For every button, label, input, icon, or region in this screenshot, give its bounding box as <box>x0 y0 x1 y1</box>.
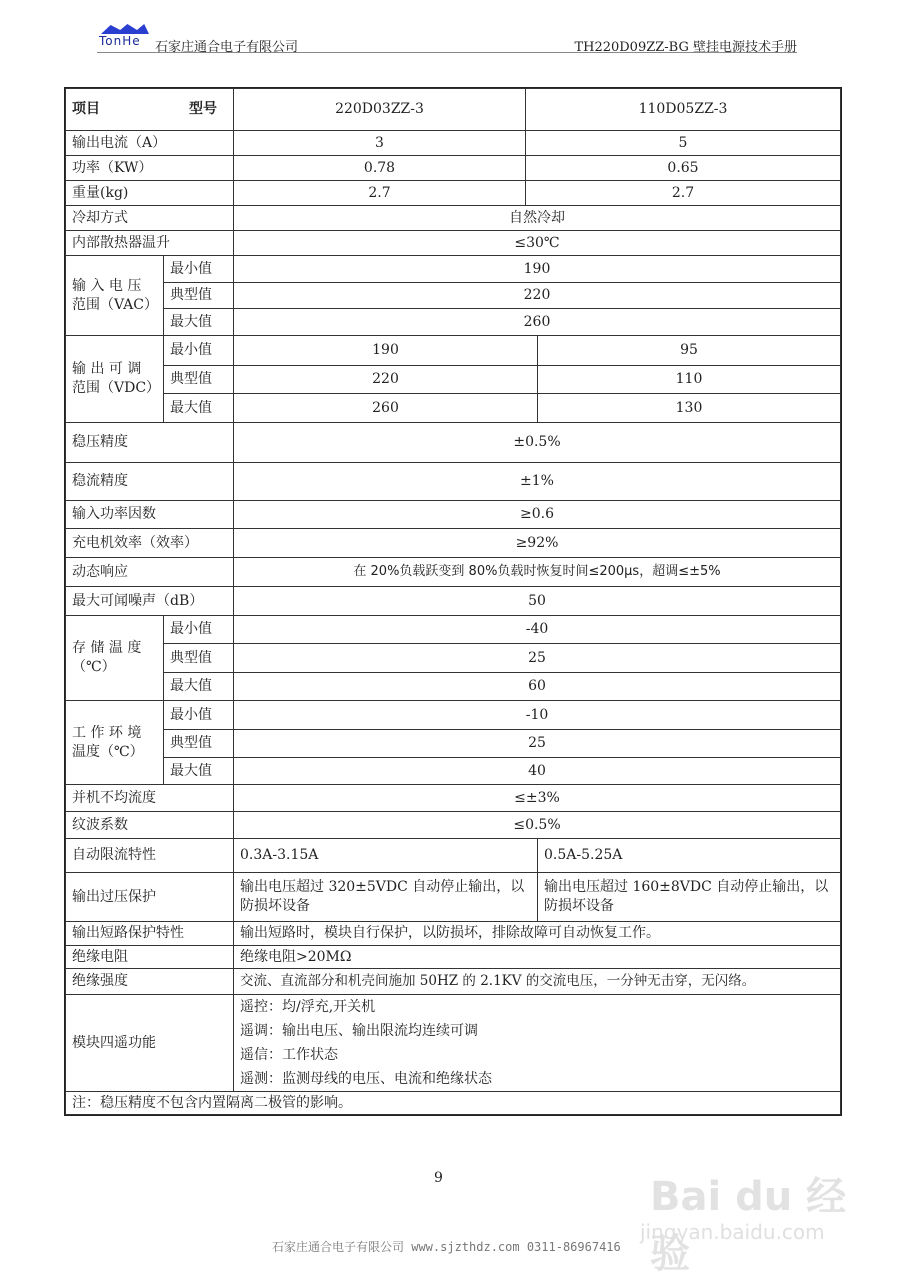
row-label: 输出短路保护特性 <box>66 922 234 946</box>
table-row <box>66 839 841 873</box>
table-row <box>66 156 841 181</box>
page-footer: 石家庄通合电子有限公司 www.sjzthdz.com 0311-86967416 <box>272 1240 621 1254</box>
sub-label: 典型值 <box>164 644 234 673</box>
row-label: 充电机效率（效率） <box>66 529 234 558</box>
row-label: 绝缘强度 <box>66 969 234 995</box>
sub-label: 最小值 <box>164 256 234 283</box>
row-label: 重量(kg) <box>66 181 234 206</box>
baidu-watermark <box>640 1145 860 1277</box>
table-row <box>66 558 841 587</box>
cell: -10 <box>234 701 841 730</box>
row-label: 输入功率因数 <box>66 501 234 529</box>
table-row <box>66 587 841 616</box>
row-label: 内部散热器温升 <box>66 231 234 256</box>
sub-label: 最小值 <box>164 616 234 644</box>
cell: -40 <box>234 616 841 644</box>
cell: 190 <box>234 256 841 283</box>
table-row <box>66 701 841 730</box>
manual-title: TH220D09ZZ-BG 壁挂电源技术手册 <box>574 40 797 55</box>
row-label: 稳压精度 <box>66 423 234 463</box>
table-row <box>66 529 841 558</box>
model-2: 110D05ZZ-3 <box>526 89 841 131</box>
sub-label: 典型值 <box>164 283 234 309</box>
cell: 110 <box>538 366 841 394</box>
table-row <box>66 812 841 839</box>
cell: 190 <box>234 336 538 366</box>
cell: 0.5A-5.25A <box>538 839 841 873</box>
cell: ≤±3% <box>234 785 841 812</box>
table-row <box>66 730 841 758</box>
watermark-brand: Bai du 经验 <box>650 1174 847 1277</box>
cell: 5 <box>526 131 841 156</box>
cell: 25 <box>234 730 841 758</box>
cell: 95 <box>538 336 841 366</box>
table-row <box>66 206 841 231</box>
cell: 2.7 <box>234 181 526 206</box>
table-row <box>66 785 841 812</box>
cell: 0.3A-3.15A <box>234 839 538 873</box>
model-1: 220D03ZZ-3 <box>234 89 526 131</box>
company-name: 石家庄通合电子有限公司 <box>155 40 299 55</box>
model-header: 型号 <box>189 101 217 118</box>
cell: 220 <box>234 366 538 394</box>
cell: 2.7 <box>526 181 841 206</box>
cell: ±0.5% <box>234 423 841 463</box>
remote-signal-line: 遥信：工作状态 <box>240 1047 338 1063</box>
table-row <box>66 366 841 394</box>
table-row <box>66 336 841 366</box>
cell <box>234 995 841 1092</box>
cell: 60 <box>234 673 841 701</box>
cell: 25 <box>234 644 841 673</box>
table-row <box>66 969 841 995</box>
cell: 260 <box>234 309 841 336</box>
table-row <box>66 256 841 283</box>
cell: 130 <box>538 394 841 423</box>
table-row <box>66 394 841 423</box>
table-row <box>66 995 841 1092</box>
table-row <box>66 501 841 529</box>
remote-control-line: 遥控：均/浮充,开关机 <box>240 999 376 1015</box>
cell: 输出电压超过 160±8VDC 自动停止输出，以防损坏设备 <box>538 873 841 922</box>
row-label: 输 入 电 压 范围（VAC） <box>66 256 164 336</box>
spec-table <box>65 88 841 1115</box>
row-label: 功率（KW） <box>66 156 234 181</box>
row-label: 并机不均流度 <box>66 785 234 812</box>
table-row <box>66 644 841 673</box>
cell: ≤30℃ <box>234 231 841 256</box>
note: 注：稳压精度不包含内置隔离二极管的影响。 <box>66 1092 841 1115</box>
sub-label: 最小值 <box>164 336 234 366</box>
cell: 260 <box>234 394 538 423</box>
row-label: 绝缘电阻 <box>66 946 234 969</box>
row-label: 最大可闻噪声（dB） <box>66 587 234 616</box>
row-label: 工 作 环 境 温度（℃） <box>66 701 164 785</box>
table-row <box>66 181 841 206</box>
row-label: 动态响应 <box>66 558 234 587</box>
row-label: 冷却方式 <box>66 206 234 231</box>
table-row <box>66 131 841 156</box>
table-row <box>66 283 841 309</box>
cell: 交流、直流部分和机壳间施加 50HZ 的 2.1KV 的交流电压，一分钟无击穿，无闪络。 <box>234 969 841 995</box>
row-label: 自动限流特性 <box>66 839 234 873</box>
sub-label: 最大值 <box>164 673 234 701</box>
cell: ≥0.6 <box>234 501 841 529</box>
page-header <box>97 24 797 53</box>
cell: ±1% <box>234 463 841 501</box>
table-row <box>66 673 841 701</box>
cell: 0.65 <box>526 156 841 181</box>
logo-text: TonHe <box>99 34 141 48</box>
table-row <box>66 946 841 969</box>
cell: 50 <box>234 587 841 616</box>
table-row <box>66 922 841 946</box>
cell: ≤0.5% <box>234 812 841 839</box>
table-header-row <box>66 89 841 131</box>
cell: 自然冷却 <box>234 206 841 231</box>
sub-label: 最大值 <box>164 394 234 423</box>
sub-label: 最大值 <box>164 309 234 336</box>
item-header: 项目 <box>72 101 100 118</box>
table-row <box>66 616 841 644</box>
table-row <box>66 309 841 336</box>
table-row <box>66 231 841 256</box>
table-row <box>66 758 841 785</box>
cell: 输出电压超过 320±5VDC 自动停止输出，以防损坏设备 <box>234 873 538 922</box>
cell: 绝缘电阻>20MΩ <box>234 946 841 969</box>
watermark-url: jingyan.baidu.com <box>640 1220 825 1244</box>
row-label: 存 储 温 度 （℃） <box>66 616 164 701</box>
remote-measure-line: 遥测：监测母线的电压、电流和绝缘状态 <box>240 1071 492 1087</box>
tonhe-logo <box>97 24 153 50</box>
table-row <box>66 463 841 501</box>
cell: 输出短路时，模块自行保护，以防损坏，排除故障可自动恢复工作。 <box>234 922 841 946</box>
cell: 在 20%负载跃变到 80%负载时恢复时间≤200μs，超调≤±5% <box>234 558 841 587</box>
cell: 40 <box>234 758 841 785</box>
row-label: 输出过压保护 <box>66 873 234 922</box>
row-label: 输出电流（A） <box>66 131 234 156</box>
row-label: 稳流精度 <box>66 463 234 501</box>
cell: 3 <box>234 131 526 156</box>
sub-label: 最大值 <box>164 758 234 785</box>
cell: ≥92% <box>234 529 841 558</box>
sub-label: 典型值 <box>164 730 234 758</box>
note-row <box>66 1092 841 1115</box>
row-label: 纹波系数 <box>66 812 234 839</box>
sub-label: 最小值 <box>164 701 234 730</box>
page-number: 9 <box>434 1170 443 1186</box>
table-row <box>66 873 841 922</box>
cell: 220 <box>234 283 841 309</box>
row-label: 模块四遥功能 <box>66 995 234 1092</box>
remote-adjust-line: 遥调：输出电压、输出限流均连续可调 <box>240 1023 478 1039</box>
cell: 0.78 <box>234 156 526 181</box>
table-row <box>66 423 841 463</box>
sub-label: 典型值 <box>164 366 234 394</box>
row-label: 输 出 可 调 范围（VDC） <box>66 336 164 423</box>
